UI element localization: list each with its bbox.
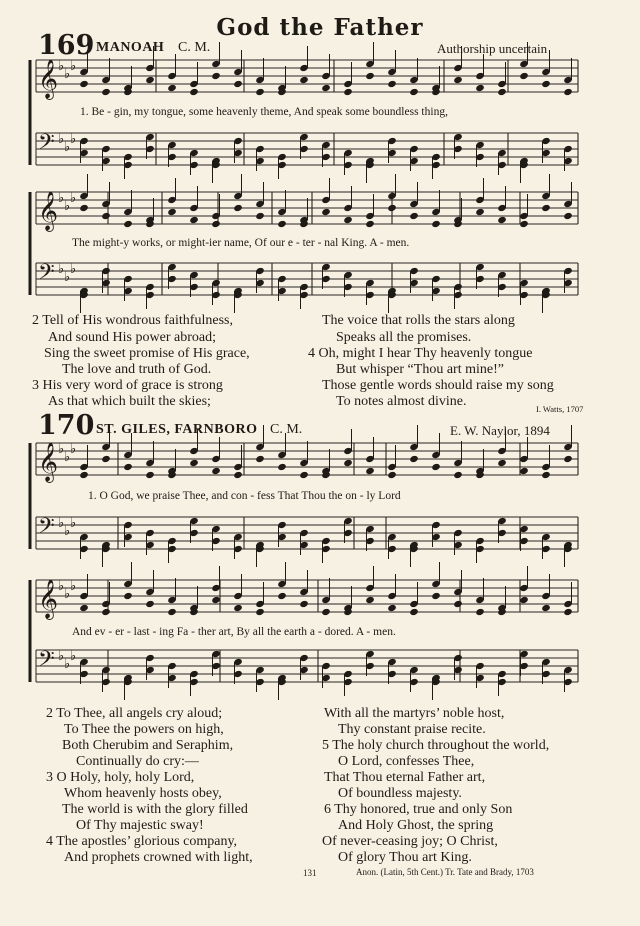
notehead	[233, 604, 243, 612]
verse-line: 2 Tell of His wondrous faithfulness,	[32, 313, 233, 328]
flat-sign: ♭	[64, 199, 71, 214]
notehead	[277, 592, 287, 600]
meter: C. M.	[178, 40, 211, 55]
notehead	[497, 216, 507, 224]
notehead	[563, 212, 573, 220]
notehead	[563, 455, 573, 463]
notehead	[277, 220, 287, 228]
music-attribution: E. W. Naylor, 1894	[450, 423, 550, 438]
verse-line: 3 O Holy, holy, holy Lord,	[46, 770, 195, 785]
notehead	[211, 467, 221, 475]
notehead	[101, 455, 111, 463]
verse-line: With all the martyrs’ noble host,	[324, 706, 505, 721]
flat-sign: ♭	[64, 140, 71, 155]
verse-line: And Holy Ghost, the spring	[338, 818, 494, 833]
notehead	[145, 76, 155, 84]
notehead	[145, 600, 155, 608]
hymn-number: 170	[38, 410, 95, 441]
flat-sign: ♭	[70, 59, 77, 74]
notehead	[541, 471, 551, 479]
notehead	[387, 204, 397, 212]
notehead	[299, 76, 309, 84]
flat-sign: ♭	[58, 262, 65, 277]
verse-line: Of Thy majestic sway!	[76, 818, 204, 833]
notehead	[343, 216, 353, 224]
notehead	[167, 208, 177, 216]
flat-sign: ♭	[64, 270, 71, 285]
verse-line: Of glory Thou art King.	[338, 850, 472, 865]
lyrics-line: 1. O God, we praise Thee, and con - fess That Thou the on - ly Lord	[88, 490, 401, 502]
notehead	[123, 220, 133, 228]
verse-line: Sing the sweet promise of His grace,	[44, 346, 250, 361]
verse-line: Whom heavenly hosts obey,	[64, 786, 222, 801]
notehead	[79, 80, 89, 88]
tune-name: ST. GILES, FARNBORO	[96, 422, 258, 437]
notehead	[387, 604, 397, 612]
flat-sign: ♭	[70, 191, 77, 206]
flat-sign: ♭	[64, 67, 71, 82]
notehead	[211, 596, 221, 604]
verse-line: The love and truth of God.	[62, 362, 212, 377]
notehead	[475, 84, 485, 92]
flat-sign: ♭	[64, 657, 71, 672]
notehead	[233, 471, 243, 479]
verse-line: Of boundless majesty.	[338, 786, 462, 801]
verse-line: 4 The apostles’ glorious company,	[46, 834, 238, 849]
verse-line: 6 Thy honored, true and only Son	[324, 802, 513, 817]
bass-clef: 𝄢	[38, 514, 55, 544]
verse-line: That Thou eternal Father art,	[324, 770, 486, 785]
notehead	[497, 88, 507, 96]
verse-line: Those gentle words should raise my song	[322, 378, 554, 393]
notehead	[497, 459, 507, 467]
notehead	[255, 455, 265, 463]
flat-sign: ♭	[58, 649, 65, 664]
notehead	[189, 216, 199, 224]
treble-clef: 𝄞	[38, 59, 59, 99]
notehead	[431, 220, 441, 228]
verse-line: To notes almost divine.	[336, 394, 467, 409]
section-title: God the Father	[216, 14, 424, 41]
notehead	[563, 608, 573, 616]
notehead	[563, 88, 573, 96]
notehead	[255, 608, 265, 616]
notehead	[453, 76, 463, 84]
notehead	[519, 220, 529, 228]
text-source: Anon. (Latin, 5th Cent.) Tr. Tate and Brady, 1703	[356, 867, 534, 877]
flat-sign: ♭	[70, 516, 77, 531]
verse-line: And sound His power abroad;	[48, 330, 216, 345]
notehead	[299, 471, 309, 479]
notehead	[189, 459, 199, 467]
flat-sign: ♭	[70, 262, 77, 277]
flat-sign: ♭	[58, 59, 65, 74]
tune-name: MANOAH	[96, 40, 165, 55]
flat-sign: ♭	[58, 191, 65, 206]
verse-line: But whisper “Thou art mine!”	[336, 362, 504, 377]
flat-sign: ♭	[58, 516, 65, 531]
notehead	[167, 608, 177, 616]
notehead	[123, 463, 133, 471]
notehead	[211, 220, 221, 228]
verse-line: To Thee the powers on high,	[64, 722, 224, 737]
notehead	[343, 88, 353, 96]
notehead	[79, 604, 89, 612]
treble-clef: 𝄞	[38, 191, 59, 231]
music-attribution: Authorship uncertain	[437, 41, 548, 56]
bass-clef: 𝄢	[38, 647, 55, 677]
flat-sign: ♭	[58, 442, 65, 457]
treble-clef: 𝄞	[38, 442, 59, 482]
lyrics-line: And ev - er - last - ing Fa - ther art, By all the earth a - dored. A - men.	[72, 626, 396, 638]
notehead	[255, 88, 265, 96]
flat-sign: ♭	[70, 442, 77, 457]
bass-clef: 𝄢	[38, 260, 55, 290]
notehead	[431, 463, 441, 471]
verse-line: Both Cherubim and Seraphim,	[62, 738, 234, 753]
flat-sign: ♭	[58, 132, 65, 147]
verse-line: 5 The holy church throughout the world,	[322, 738, 550, 753]
lyrics-line: 1. Be - gin, my tongue, some heavenly theme, And speak some boundless thing,	[80, 106, 448, 118]
bass-clef: 𝄢	[38, 130, 55, 160]
verse-line: The voice that rolls the stars along	[322, 313, 515, 328]
notehead	[365, 596, 375, 604]
notehead	[189, 88, 199, 96]
page-number: 131	[303, 868, 317, 878]
notehead	[321, 84, 331, 92]
notehead	[365, 467, 375, 475]
notehead	[321, 208, 331, 216]
notehead	[79, 204, 89, 212]
notehead	[343, 459, 353, 467]
notehead	[101, 212, 111, 220]
notehead	[409, 608, 419, 616]
notehead	[167, 84, 177, 92]
notehead	[299, 600, 309, 608]
verse-line: Thy constant praise recite.	[338, 722, 486, 737]
text-author: I. Watts, 1707	[536, 404, 584, 414]
verse-line: As that which built the skies;	[48, 394, 211, 409]
flat-sign: ♭	[64, 524, 71, 539]
notehead	[233, 204, 243, 212]
treble-clef: 𝄞	[38, 579, 59, 619]
meter: C. M.	[270, 422, 303, 437]
notehead	[145, 471, 155, 479]
notehead	[387, 80, 397, 88]
notehead	[321, 608, 331, 616]
flat-sign: ♭	[70, 579, 77, 594]
notehead	[519, 72, 529, 80]
flat-sign: ♭	[64, 587, 71, 602]
lyrics-line: The might-y works, or might-ier name, Of our e - ter - nal King. A - men.	[72, 237, 410, 249]
notehead	[101, 608, 111, 616]
verse-line: And prophets crowned with light,	[64, 850, 253, 865]
notehead	[79, 471, 89, 479]
verse-line: 2 To Thee, all angels cry aloud;	[46, 706, 223, 721]
verse-line: O Lord, confesses Thee,	[338, 754, 475, 769]
notehead	[365, 72, 375, 80]
verse-line: 4 Oh, might I hear Thy heavenly tongue	[308, 346, 533, 361]
hymn-number: 169	[38, 30, 95, 61]
notehead	[475, 208, 485, 216]
notehead	[409, 88, 419, 96]
notehead	[255, 212, 265, 220]
notehead	[101, 88, 111, 96]
verse-line: Continually do cry:—	[76, 754, 199, 769]
verse-line: Speaks all the promises.	[336, 330, 472, 345]
notehead	[211, 72, 221, 80]
verse-line: 3 His very word of grace is strong	[32, 378, 223, 393]
flat-sign: ♭	[70, 132, 77, 147]
notehead	[123, 592, 133, 600]
notehead	[519, 467, 529, 475]
verse-line: The world is with the glory filled	[62, 802, 248, 817]
flat-sign: ♭	[64, 450, 71, 465]
flat-sign: ♭	[58, 579, 65, 594]
notehead	[519, 596, 529, 604]
notehead	[277, 463, 287, 471]
notehead	[541, 604, 551, 612]
verse-line: Of never-ceasing joy; O Christ,	[322, 834, 498, 849]
notehead	[453, 600, 463, 608]
notehead	[233, 80, 243, 88]
notehead	[475, 608, 485, 616]
notehead	[409, 455, 419, 463]
notehead	[541, 80, 551, 88]
notehead	[365, 220, 375, 228]
notehead	[387, 471, 397, 479]
flat-sign: ♭	[70, 649, 77, 664]
notehead	[431, 592, 441, 600]
notehead	[409, 212, 419, 220]
notehead	[453, 471, 463, 479]
notehead	[541, 204, 551, 212]
